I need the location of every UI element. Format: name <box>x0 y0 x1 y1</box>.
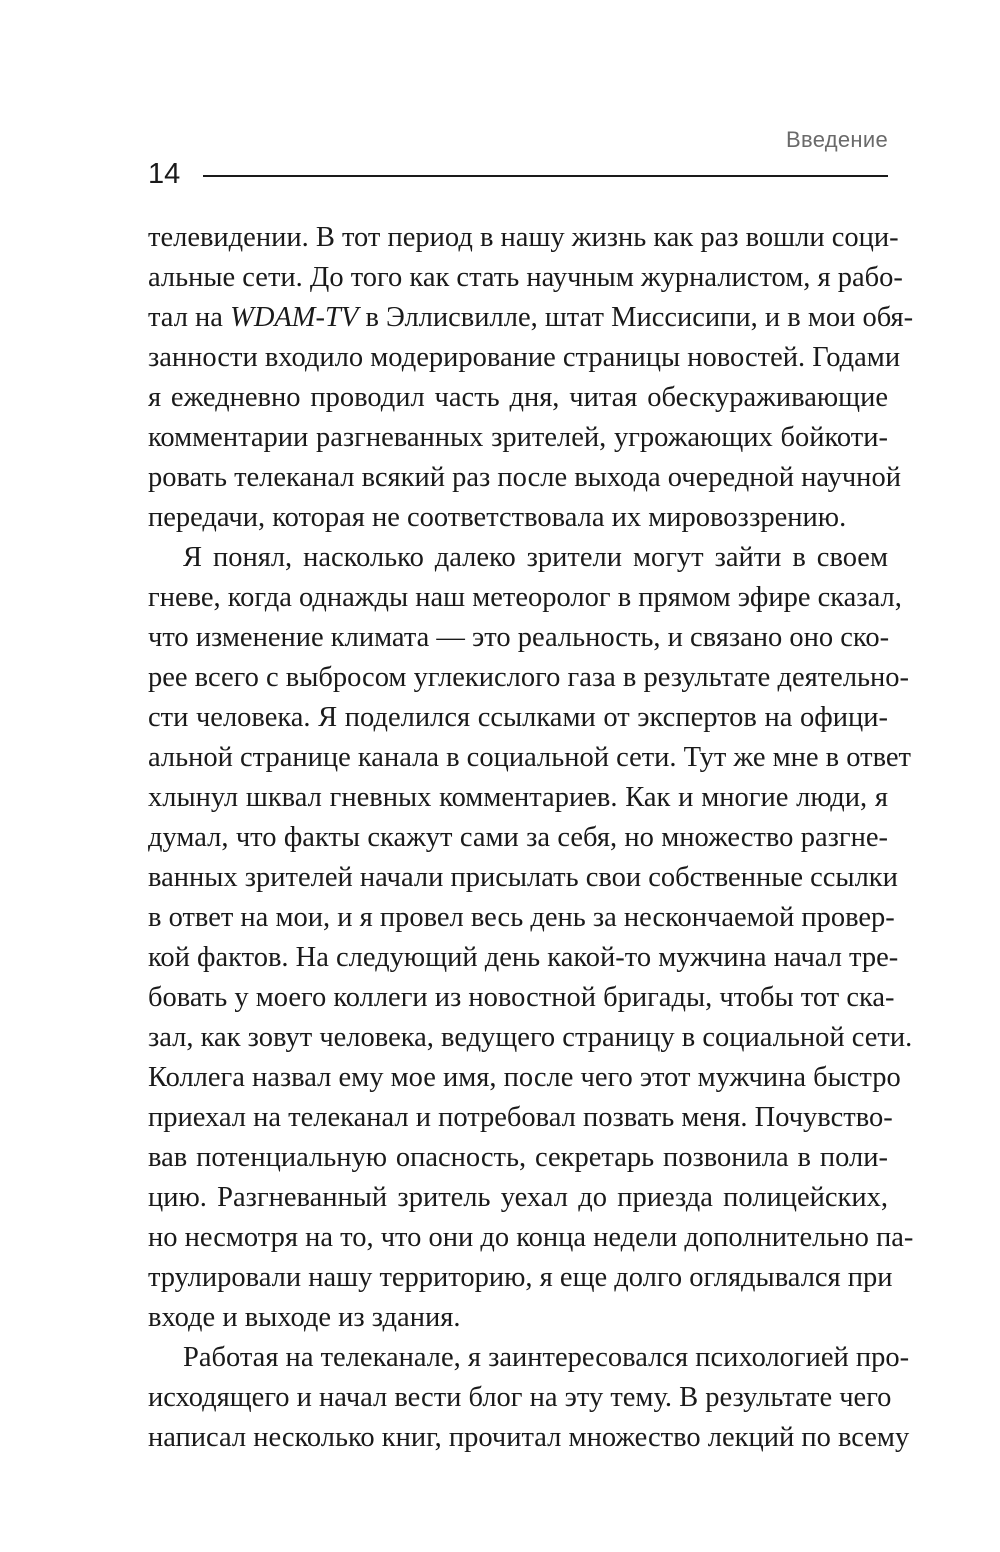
text-line: гневе, когда однажды наш метеоролог в прямом эфире сказал, <box>148 582 902 613</box>
paragraph-3 <box>148 1338 910 1458</box>
text-line: телевидении. В тот период в нашу жизнь как раз вошли соци- <box>148 222 899 253</box>
text-line: Я понял, насколько далеко зрители могут зайти в своем <box>183 542 888 573</box>
text-line: цию. Разгневанный зритель уехал до приезда полицейских, <box>148 1182 888 1213</box>
text-line <box>148 298 914 338</box>
text-line: альной странице канала в социальной сети. Тут же мне в ответ <box>148 742 911 773</box>
text-line: но несмотря на то, что они до конца недели дополнительно па- <box>148 1222 914 1253</box>
text-line: рее всего с выбросом углекислого газа в результате деятельно- <box>148 662 910 693</box>
text-line: зал, как зовут человека, ведущего страницу в социальной сети. <box>148 1022 913 1053</box>
text-line: приехал на телеканал и потребовал позвать меня. Почувство- <box>148 1102 893 1133</box>
text-line: комментарии разгневанных зрителей, угрожающих бойкоти- <box>148 422 888 453</box>
text-segment: в Эллисвилле, штат Миссисипи, и в мои обя- <box>358 302 914 333</box>
text-line: входе и выходе из здания. <box>148 1302 461 1333</box>
text-line: бовать у моего коллеги из новостной бригады, чтобы тот ска- <box>148 982 895 1013</box>
text-line: сти человека. Я поделился ссылками от экспертов на офици- <box>148 702 888 733</box>
header-rule <box>203 175 888 177</box>
text-line: в ответ на мои, и я провел весь день за нескончаемой провер- <box>148 902 895 933</box>
text-line: вав потенциальную опасность, секретарь позвонила в поли- <box>148 1142 888 1173</box>
paragraph-2 <box>148 538 914 1338</box>
text-line: альные сети. До того как стать научным журналистом, я рабо- <box>148 262 903 293</box>
text-line: исходящего и начал вести блог на эту тему. В результате чего <box>148 1382 892 1413</box>
text-line: что изменение климата — это реальность, и связано оно ско- <box>148 622 890 653</box>
text-line: ровать телеканал всякий раз после выхода очередной научной <box>148 462 901 493</box>
page-number: 14 <box>148 158 181 190</box>
body-text <box>148 218 914 1458</box>
text-line: кой фактов. На следующий день какой-то мужчина начал тре- <box>148 942 899 973</box>
text-line: передачи, которая не соответствовала их мировоззрению. <box>148 502 847 533</box>
running-head: Введение <box>785 127 888 152</box>
station-name: WDAM-TV <box>230 302 359 333</box>
text-segment: тал на <box>148 302 231 333</box>
text-line: занности входило модерирование страницы новостей. Годами <box>148 342 901 373</box>
text-line: я ежедневно проводил часть дня, читая обескураживающие <box>148 382 888 413</box>
paragraph-1 <box>148 218 914 538</box>
text-line: Работая на телеканале, я заинтересовался психологией про- <box>183 1342 910 1373</box>
text-line: думал, что факты скажут сами за себя, но множество разгне- <box>148 822 888 853</box>
text-line: написал несколько книг, прочитал множество лекций по всему <box>148 1422 910 1453</box>
text-line: ванных зрителей начали присылать свои собственные ссылки <box>148 862 898 893</box>
text-line: Коллега назвал ему мое имя, после чего этот мужчина быстро <box>148 1062 901 1093</box>
text-line: хлынул шквал гневных комментариев. Как и многие люди, я <box>148 782 888 813</box>
text-line: трулировали нашу территорию, я еще долго оглядывался при <box>148 1262 893 1293</box>
